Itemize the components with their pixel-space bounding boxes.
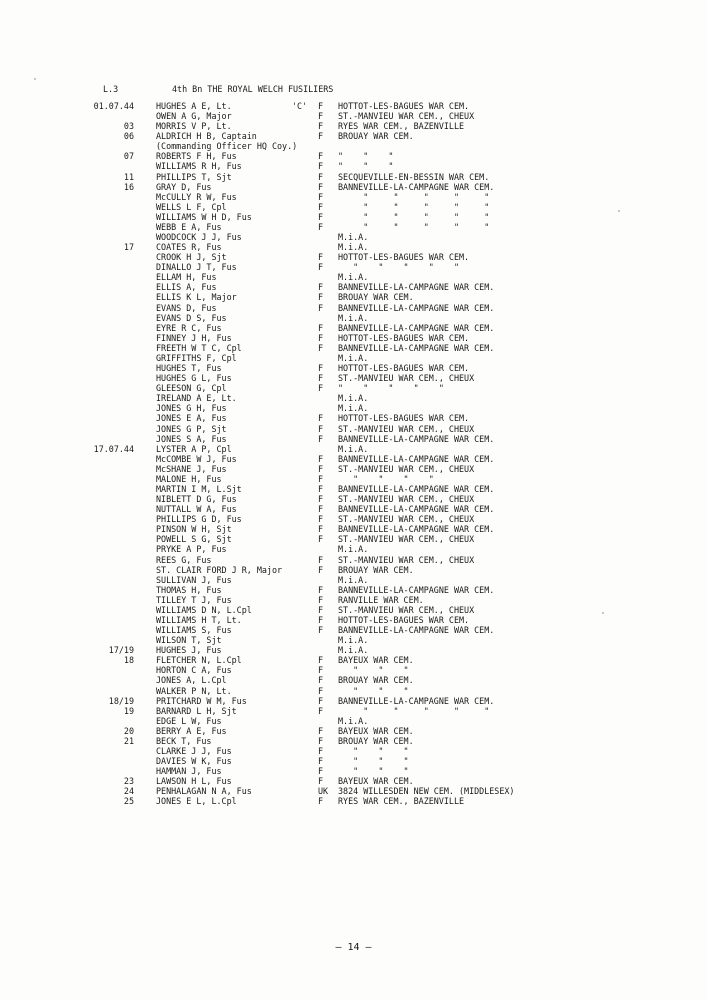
entry-name: WILSON T, Sjt <box>156 635 222 646</box>
entry-cemetery: " " " " " <box>338 262 460 273</box>
casualty-roll <box>0 101 707 806</box>
table-row <box>0 665 707 675</box>
table-row <box>0 565 707 575</box>
table-row <box>0 161 707 171</box>
entry-name: ROBERTS F H, Fus <box>156 151 237 162</box>
entry-name: LAWSON H L, Fus <box>156 776 232 787</box>
entry-name: PHILLIPS G D, Fus <box>156 514 242 525</box>
entry-name: NIBLETT D G, Fus <box>156 494 237 505</box>
entry-name: GRAY D, Fus <box>156 181 212 192</box>
entry-name: HUGHES T, Fus <box>156 363 222 374</box>
entry-country: F <box>318 756 324 767</box>
table-row <box>0 272 707 282</box>
table-row <box>0 534 707 544</box>
entry-cemetery: " " " <box>338 161 394 172</box>
entry-date: 03 <box>123 121 134 132</box>
entry-name: DINALLO J T, Fus <box>156 262 237 273</box>
table-row <box>0 141 707 151</box>
entry-name: PRITCHARD W M, Fus <box>156 695 247 706</box>
entry-cemetery: BANNEVILLE-LA-CAMPAGNE WAR CEM. <box>338 584 495 595</box>
table-row <box>0 424 707 434</box>
entry-name: HUGHES A E, Lt. <box>156 101 232 111</box>
entry-country: F <box>318 191 324 202</box>
entry-name: REES G, Fus <box>156 554 212 565</box>
entry-name: HUGHES G L, Fus <box>156 373 232 384</box>
table-row <box>0 746 707 756</box>
entry-cemetery: BANNEVILLE-LA-CAMPAGNE WAR CEM. <box>338 322 495 333</box>
entry-cemetery: SECQUEVILLE-EN-BESSIN WAR CEM. <box>338 171 490 182</box>
entry-name: BARNARD L H, Sjt <box>156 705 237 716</box>
entry-country: F <box>318 534 324 545</box>
entry-country: F <box>318 292 324 303</box>
table-row <box>0 524 707 534</box>
entry-cemetery: BANNEVILLE-LA-CAMPAGNE WAR CEM. <box>338 625 495 636</box>
entry-cemetery: BROUAY WAR CEM. <box>338 564 414 575</box>
entry-date: 06 <box>123 131 134 142</box>
entry-name: LYSTER A P, Cpl <box>156 443 232 454</box>
table-row <box>0 434 707 444</box>
entry-name: EYRE R C, Fus <box>156 322 222 333</box>
entry-country: F <box>318 302 324 313</box>
table-row <box>0 192 707 202</box>
entry-name: ELLIS A, Fus <box>156 282 217 293</box>
entry-cemetery: M.i.A. <box>338 715 369 726</box>
table-row <box>0 514 707 524</box>
entry-cemetery: M.i.A. <box>338 443 369 454</box>
table-row <box>0 696 707 706</box>
entry-country: F <box>318 776 324 787</box>
entry-cemetery: BAYEUX WAR CEM. <box>338 725 414 736</box>
entry-cemetery: BANNEVILLE-LA-CAMPAGNE WAR CEM. <box>338 453 495 464</box>
entry-cemetery: BANNEVILLE-LA-CAMPAGNE WAR CEM. <box>338 342 495 353</box>
entry-cemetery: HOTTOT-LES-BAGUES WAR CEM. <box>338 332 470 343</box>
entry-country: F <box>318 433 324 444</box>
table-row <box>0 101 707 111</box>
entry-country: F <box>318 171 324 182</box>
entry-country: F <box>318 675 324 686</box>
entry-cemetery: ST.-MANVIEU WAR CEM., CHEUX <box>338 423 475 434</box>
entry-name: PENHALAGAN N A, Fus <box>156 786 252 797</box>
table-row <box>0 595 707 605</box>
table-row <box>0 686 707 696</box>
entry-cemetery: " " " <box>338 685 409 696</box>
table-row <box>0 212 707 222</box>
table-row <box>0 413 707 423</box>
entry-cemetery: BANNEVILLE-LA-CAMPAGNE WAR CEM. <box>338 282 495 293</box>
entry-date: 17 <box>123 242 134 253</box>
entry-name: OWEN A G, Major <box>156 111 232 122</box>
table-row <box>0 635 707 645</box>
entry-country: F <box>318 604 324 615</box>
table-row <box>0 605 707 615</box>
entry-cemetery: HOTTOT-LES-BAGUES WAR CEM. <box>338 614 470 625</box>
entry-name: (Commanding Officer HQ Coy.) <box>156 141 298 152</box>
entry-name: PRYKE A P, Fus <box>156 544 227 555</box>
entry-name: EVANS D S, Fus <box>156 312 227 323</box>
entry-name: MARTIN I M, L.Sjt <box>156 483 242 494</box>
entry-name: WILLIAMS S, Fus <box>156 625 232 636</box>
entry-cemetery: " " " " " <box>338 211 490 222</box>
unit-title: 4th Bn THE ROYAL WELCH FUSILIERS <box>172 84 334 94</box>
entry-name: JONES A, L.Cpl <box>156 675 227 686</box>
entry-country: F <box>318 695 324 706</box>
entry-cemetery: BROUAY WAR CEM. <box>338 292 414 303</box>
entry-country: F <box>318 161 324 172</box>
entry-cemetery: ST.-MANVIEU WAR CEM., CHEUX <box>338 514 475 525</box>
entry-cemetery: RYES WAR CEM., BAZENVILLE <box>338 121 465 132</box>
entry-name: PINSON W H, Sjt <box>156 524 232 535</box>
entry-name: CLARKE J J, Fus <box>156 746 232 756</box>
entry-cemetery: " " " " " <box>338 201 490 212</box>
entry-cemetery: HOTTOT-LES-BAGUES WAR CEM. <box>338 413 470 424</box>
entry-cemetery: ST.-MANVIEU WAR CEM., CHEUX <box>338 373 475 384</box>
entry-date: 16 <box>123 181 134 192</box>
entry-cemetery: " " " " " <box>338 383 444 394</box>
entry-country: F <box>318 665 324 676</box>
entry-country: F <box>318 614 324 625</box>
entry-country: F <box>318 655 324 666</box>
entry-cemetery: ST.-MANVIEU WAR CEM., CHEUX <box>338 554 475 565</box>
entry-country: F <box>318 705 324 716</box>
entry-date: 20 <box>123 725 134 736</box>
entry-date: 01.07.44 <box>93 101 134 111</box>
entry-name: IRELAND A E, Lt. <box>156 393 237 404</box>
table-row <box>0 675 707 685</box>
entry-name: GLEESON G, Cpl <box>156 383 227 394</box>
table-row <box>0 484 707 494</box>
table-row <box>0 726 707 736</box>
entry-name: WOODCOCK J J, Fus <box>156 232 242 243</box>
entry-name: BERRY A E, Fus <box>156 725 227 736</box>
entry-cemetery: " " " " " <box>338 705 490 716</box>
entry-name: EVANS D, Fus <box>156 302 217 313</box>
entry-cemetery: BANNEVILLE-LA-CAMPAGNE WAR CEM. <box>338 302 495 313</box>
entry-cemetery: M.i.A. <box>338 232 369 243</box>
entry-name: ST. CLAIR FORD J R, Major <box>156 564 283 575</box>
entry-name: BECK T, Fus <box>156 735 212 746</box>
entry-name: HAMMAN J, Fus <box>156 766 222 777</box>
entry-cemetery: BROUAY WAR CEM. <box>338 735 414 746</box>
table-row <box>0 343 707 353</box>
table-row <box>0 292 707 302</box>
entry-cemetery: " " " " <box>338 473 434 484</box>
entry-cemetery: M.i.A. <box>338 272 369 283</box>
entry-date: 19 <box>123 705 134 716</box>
entry-country: F <box>318 564 324 575</box>
table-row <box>0 615 707 625</box>
table-row <box>0 151 707 161</box>
entry-cemetery: ST.-MANVIEU WAR CEM., CHEUX <box>338 111 475 122</box>
table-row <box>0 625 707 635</box>
entry-cemetery: BANNEVILLE-LA-CAMPAGNE WAR CEM. <box>338 524 495 535</box>
entry-name: EDGE L W, Fus <box>156 715 222 726</box>
entry-cemetery: HOTTOT-LES-BAGUES WAR CEM. <box>338 252 470 263</box>
table-row <box>0 333 707 343</box>
entry-name: HUGHES J, Fus <box>156 645 222 656</box>
table-row <box>0 232 707 242</box>
entry-name: MORRIS V P, Lt. <box>156 121 232 132</box>
table-row <box>0 776 707 786</box>
entry-name: FREETH W T C, Cpl <box>156 342 242 353</box>
entry-country: F <box>318 282 324 293</box>
table-row <box>0 403 707 413</box>
entry-country: F <box>318 423 324 434</box>
entry-country: F <box>318 554 324 565</box>
entry-country: F <box>318 494 324 505</box>
table-row <box>0 736 707 746</box>
entry-date: 11 <box>123 171 134 182</box>
entry-cemetery: BAYEUX WAR CEM. <box>338 655 414 666</box>
entry-country: F <box>318 111 324 122</box>
table-row <box>0 504 707 514</box>
entry-country: UK <box>318 786 329 797</box>
table-row <box>0 716 707 726</box>
entry-date: 17/19 <box>108 645 134 656</box>
entry-country: F <box>318 524 324 535</box>
entry-name: McCOMBE W J, Fus <box>156 453 237 464</box>
table-row <box>0 303 707 313</box>
entry-country: F <box>318 473 324 484</box>
table-row <box>0 353 707 363</box>
entry-date: 25 <box>123 796 134 807</box>
entry-country: F <box>318 211 324 222</box>
entry-country: F <box>318 332 324 343</box>
entry-name: ELLAM H, Fus <box>156 272 217 283</box>
entry-country: F <box>318 685 324 696</box>
table-row <box>0 172 707 182</box>
table-row <box>0 796 707 806</box>
entry-cemetery: BANNEVILLE-LA-CAMPAGNE WAR CEM. <box>338 433 495 444</box>
entry-cemetery: " " " <box>338 756 409 767</box>
entry-cemetery: 3824 WILLESDEN NEW CEM. (MIDDLESEX) <box>338 786 515 797</box>
entry-name: PHILLIPS T, Sjt <box>156 171 232 182</box>
entry-country: F <box>318 796 324 807</box>
table-row <box>0 373 707 383</box>
table-row <box>0 252 707 262</box>
entry-name: WALKER P N, Lt. <box>156 685 232 696</box>
entry-cemetery: M.i.A. <box>338 574 369 585</box>
scan-speck <box>34 78 36 80</box>
entry-name: FLETCHER N, L.Cpl <box>156 655 242 666</box>
entry-cemetery: BAYEUX WAR CEM. <box>338 776 414 787</box>
entry-country: F <box>318 735 324 746</box>
entry-name: NUTTALL W A, Fus <box>156 504 237 515</box>
entry-name: WEBB E A, Fus <box>156 221 222 232</box>
entry-name: ELLIS K L, Major <box>156 292 237 303</box>
table-row <box>0 444 707 454</box>
entry-date: 18 <box>123 655 134 666</box>
entry-name: DAVIES W K, Fus <box>156 756 232 767</box>
entry-name: JONES E L, L.Cpl <box>156 796 237 807</box>
table-row <box>0 585 707 595</box>
entry-date: 17.07.44 <box>93 443 134 454</box>
entry-name: WILLIAMS D N, L.Cpl <box>156 604 252 615</box>
table-row <box>0 182 707 192</box>
entry-name: ALDRICH H B, Captain <box>156 131 257 142</box>
entry-name: McSHANE J, Fus <box>156 463 227 474</box>
entry-cemetery: " " " <box>338 766 409 777</box>
entry-country: F <box>318 514 324 525</box>
entry-country: F <box>318 121 324 132</box>
entry-name: JONES S A, Fus <box>156 433 227 444</box>
entry-name: MALONE H, Fus <box>156 473 222 484</box>
table-row <box>0 645 707 655</box>
table-row <box>0 202 707 212</box>
entry-name: CROOK H J, Sjt <box>156 252 227 263</box>
entry-name: GRIFFITHS F, Cpl <box>156 352 237 363</box>
entry-name: COATES R, Fus <box>156 242 222 253</box>
page-number: – 14 – <box>335 942 372 953</box>
entry-country: F <box>318 131 324 142</box>
entry-cemetery: RYES WAR CEM., BAZENVILLE <box>338 796 465 807</box>
entry-country: F <box>318 413 324 424</box>
entry-country: F <box>318 725 324 736</box>
entry-country: F <box>318 151 324 162</box>
entry-country: F <box>318 252 324 263</box>
table-row <box>0 474 707 484</box>
entry-cemetery: " " " <box>338 665 409 676</box>
table-row <box>0 575 707 585</box>
table-row <box>0 494 707 504</box>
entry-cemetery: M.i.A. <box>338 544 369 555</box>
entry-cemetery: BANNEVILLE-LA-CAMPAGNE WAR CEM. <box>338 504 495 515</box>
table-row <box>0 464 707 474</box>
entry-country: F <box>318 594 324 605</box>
table-row <box>0 454 707 464</box>
entry-cemetery: M.i.A. <box>338 403 369 414</box>
entry-country: F <box>318 221 324 232</box>
table-row <box>0 786 707 796</box>
entry-name: THOMAS H, Fus <box>156 584 222 595</box>
table-row <box>0 222 707 232</box>
entry-name: JONES G P, Sjt <box>156 423 227 434</box>
entry-name: JONES G H, Fus <box>156 403 227 414</box>
entry-date: 23 <box>123 776 134 787</box>
table-row <box>0 111 707 121</box>
entry-cemetery: M.i.A. <box>338 393 369 404</box>
entry-cemetery: ST.-MANVIEU WAR CEM., CHEUX <box>338 463 475 474</box>
entry-cemetery: " " " <box>338 746 409 756</box>
entry-name: WILLIAMS R H, Fus <box>156 161 242 172</box>
entry-name: WILLIAMS H T, Lt. <box>156 614 242 625</box>
table-row <box>0 383 707 393</box>
entry-cemetery: ST.-MANVIEU WAR CEM., CHEUX <box>338 604 475 615</box>
table-row <box>0 313 707 323</box>
entry-country: F <box>318 101 324 111</box>
entry-name: JONES E A, Fus <box>156 413 227 424</box>
table-row <box>0 766 707 776</box>
entry-cemetery: HOTTOT-LES-BAGUES WAR CEM. <box>338 101 470 111</box>
entry-country: F <box>318 463 324 474</box>
entry-country: F <box>318 453 324 464</box>
entry-country: F <box>318 342 324 353</box>
entry-cemetery: M.i.A. <box>338 312 369 323</box>
entry-cemetery: " " " " " <box>338 191 490 202</box>
entry-country: F <box>318 383 324 394</box>
entry-cemetery: BROUAY WAR CEM. <box>338 131 414 142</box>
entry-cemetery: " " " <box>338 151 394 162</box>
entry-date: 24 <box>123 786 134 797</box>
entry-cemetery: HOTTOT-LES-BAGUES WAR CEM. <box>338 363 470 374</box>
table-row <box>0 655 707 665</box>
entry-cemetery: BANNEVILLE-LA-CAMPAGNE WAR CEM. <box>338 483 495 494</box>
entry-date: 18/19 <box>108 695 134 706</box>
table-row <box>0 706 707 716</box>
entry-country: F <box>318 201 324 212</box>
sheet-reference: L.3 <box>103 84 119 94</box>
entry-country: F <box>318 363 324 374</box>
entry-cemetery: " " " " " <box>338 221 490 232</box>
entry-cemetery: M.i.A. <box>338 352 369 363</box>
entry-country: F <box>318 766 324 777</box>
table-row <box>0 262 707 272</box>
entry-country: F <box>318 181 324 192</box>
entry-cemetery: M.i.A. <box>338 635 369 646</box>
entry-cemetery: ST.-MANVIEU WAR CEM., CHEUX <box>338 534 475 545</box>
entry-country: F <box>318 322 324 333</box>
entry-country: F <box>318 584 324 595</box>
entry-name: POWELL S G, Sjt <box>156 534 232 545</box>
entry-cemetery: BANNEVILLE-LA-CAMPAGNE WAR CEM. <box>338 695 495 706</box>
entry-date: 21 <box>123 735 134 746</box>
entry-cemetery: M.i.A. <box>338 242 369 253</box>
entry-name: FINNEY J H, Fus <box>156 332 232 343</box>
entry-name: SULLIVAN J, Fus <box>156 574 232 585</box>
entry-cemetery: BANNEVILLE-LA-CAMPAGNE WAR CEM. <box>338 181 495 192</box>
entry-name: HORTON C A, Fus <box>156 665 232 676</box>
table-row <box>0 323 707 333</box>
table-row <box>0 756 707 766</box>
entry-cemetery: RANVILLE WAR CEM. <box>338 594 424 605</box>
entry-cemetery: BROUAY WAR CEM. <box>338 675 414 686</box>
entry-cemetery: M.i.A. <box>338 645 369 656</box>
entry-country: F <box>318 373 324 384</box>
entry-country: F <box>318 746 324 756</box>
entry-company: 'C' <box>292 101 308 111</box>
table-row <box>0 121 707 131</box>
entry-country: F <box>318 483 324 494</box>
entry-date: 07 <box>123 151 134 162</box>
entry-name: WILLIAMS W H D, Fus <box>156 211 252 222</box>
table-row <box>0 363 707 373</box>
table-row <box>0 555 707 565</box>
entry-country: F <box>318 504 324 515</box>
table-row <box>0 544 707 554</box>
entry-country: F <box>318 262 324 273</box>
entry-name: WELLS L F, Cpl <box>156 201 227 212</box>
table-row <box>0 393 707 403</box>
table-row <box>0 282 707 292</box>
entry-name: McCULLY R W, Fus <box>156 191 237 202</box>
entry-cemetery: ST.-MANVIEU WAR CEM., CHEUX <box>338 494 475 505</box>
table-row <box>0 131 707 141</box>
entry-name: TILLEY T J, Fus <box>156 594 232 605</box>
table-row <box>0 242 707 252</box>
entry-country: F <box>318 625 324 636</box>
